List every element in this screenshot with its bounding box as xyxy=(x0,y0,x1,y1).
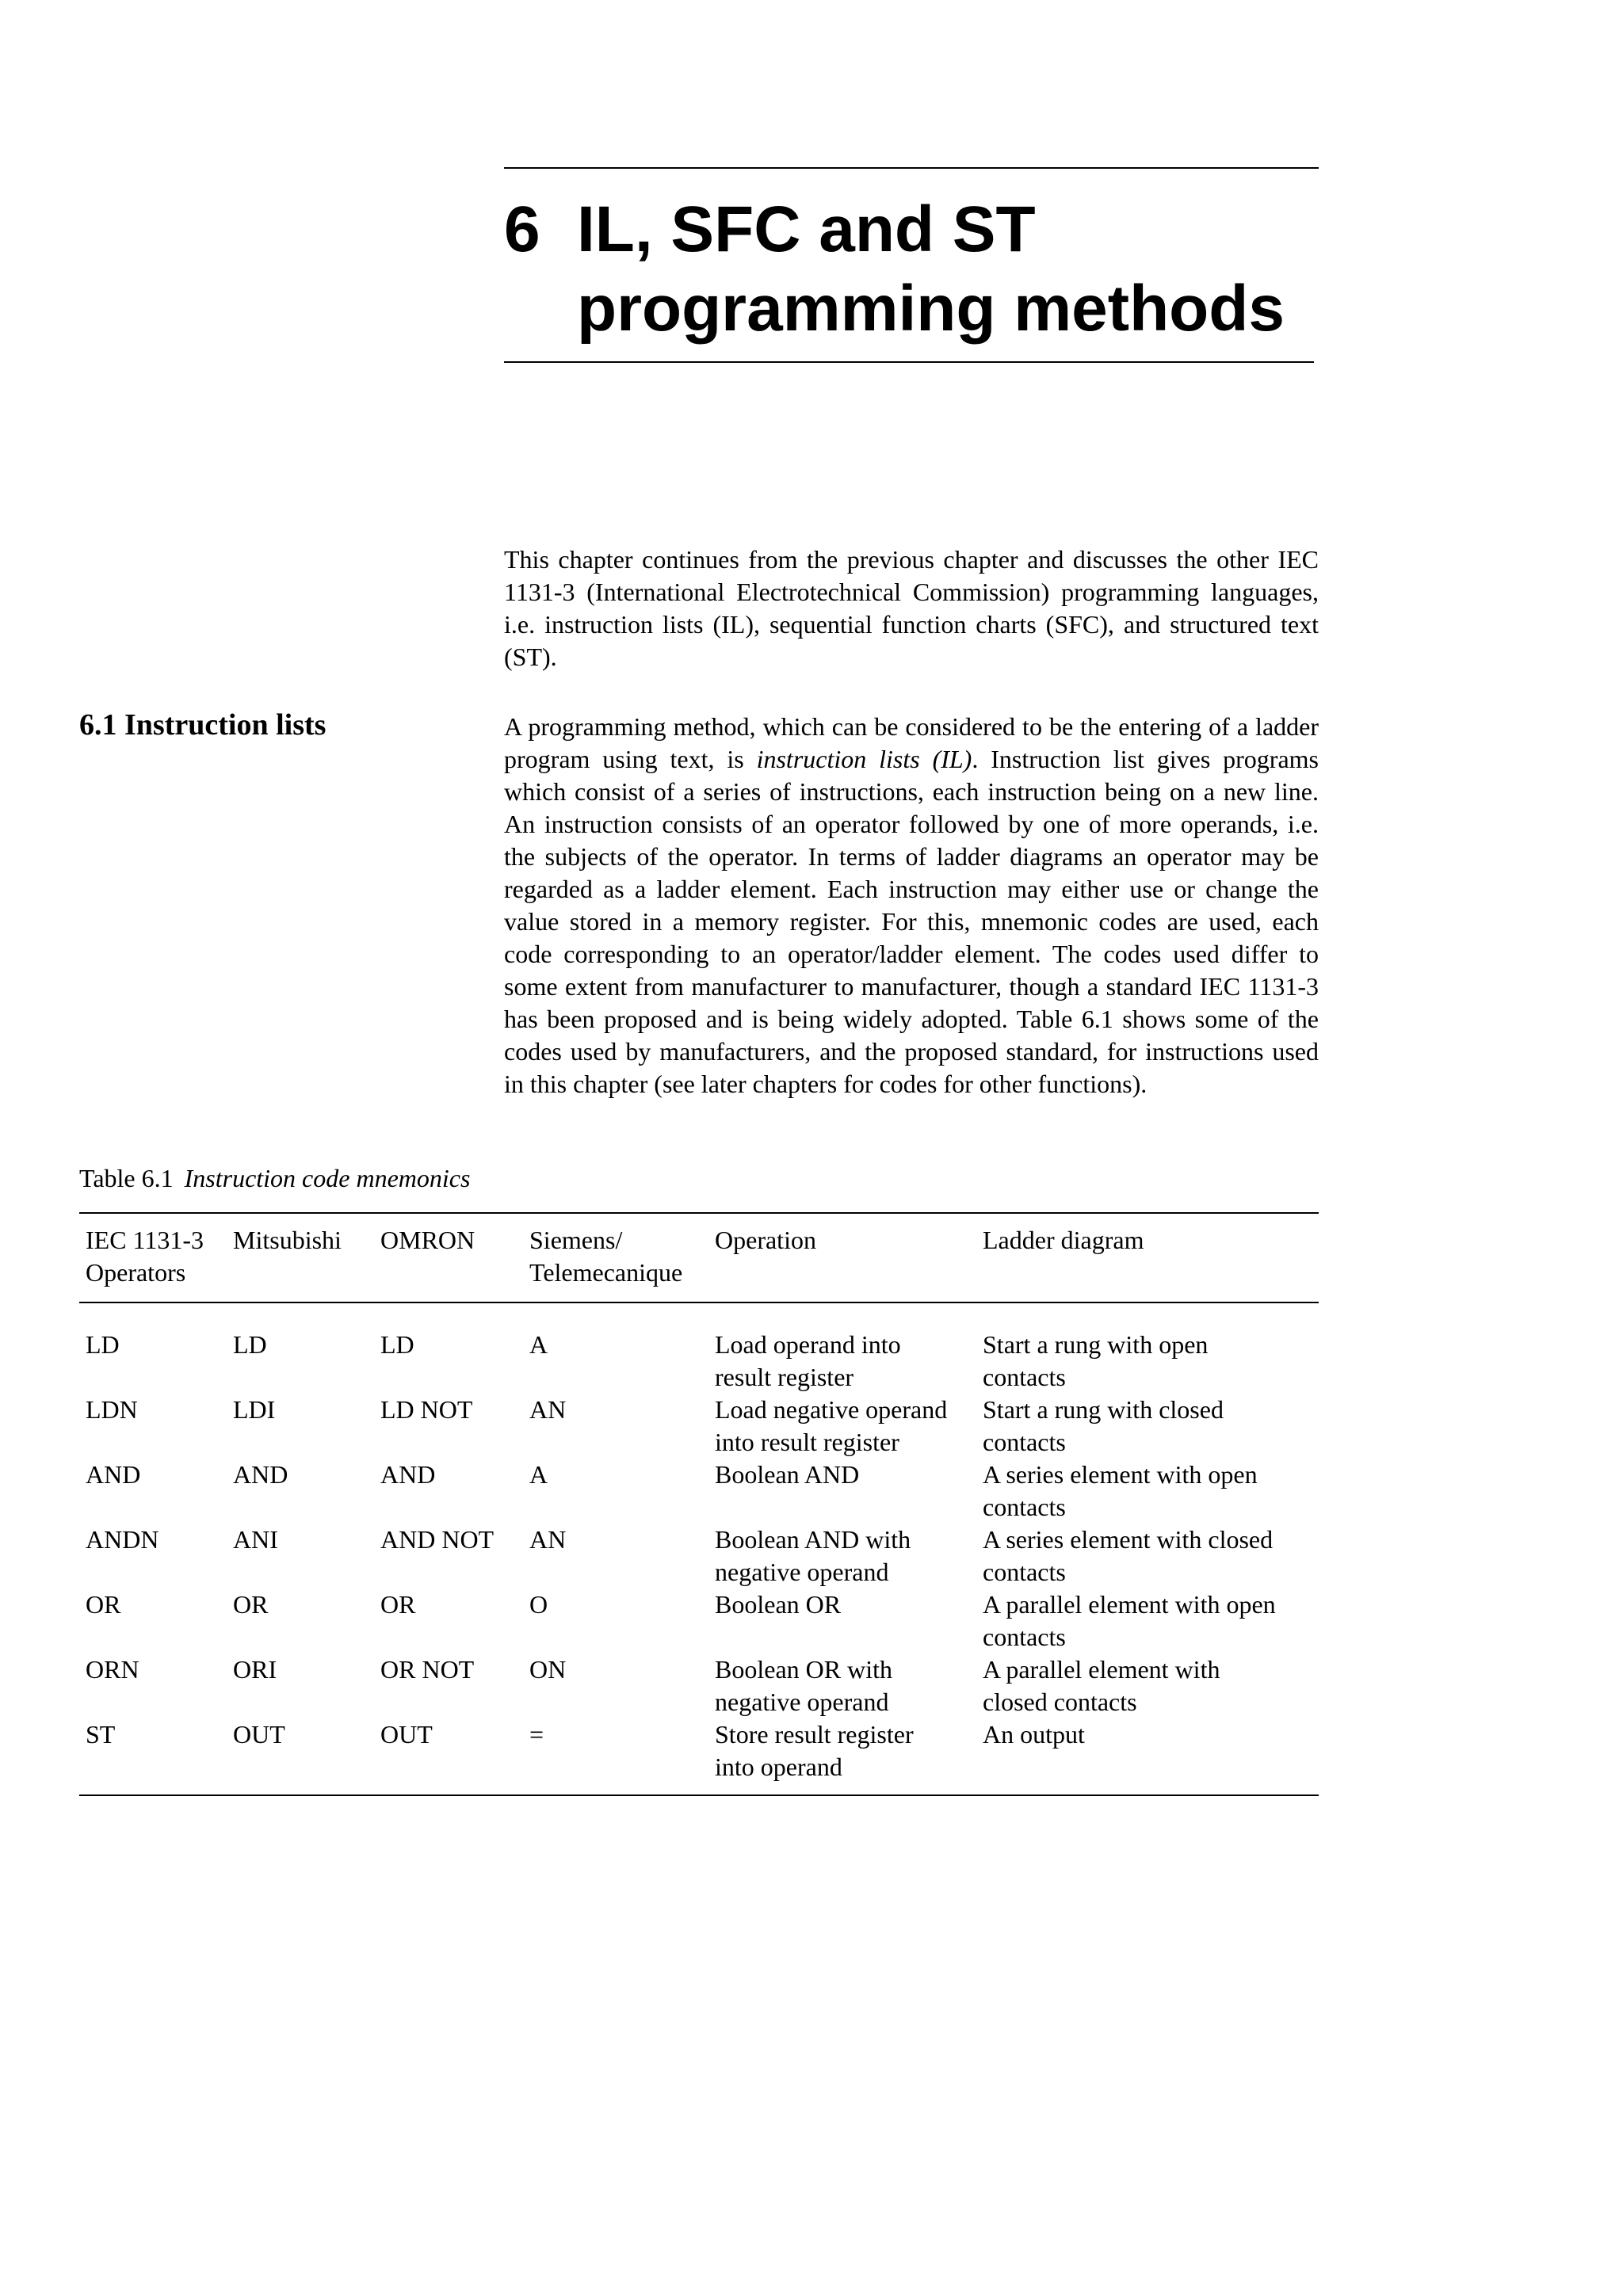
cell-iec: ORN xyxy=(86,1655,139,1684)
section-heading: 6.1 Instruction lists xyxy=(79,708,327,742)
section-paragraph-end: . Instruction list gives programs which consist of a series of instructions, each instruction being on a new line. An instruction consists of an operator followed by one of more operands, i.e. the subjects of the operator. In terms of ladder diagrams an operator may be regarded as a ladder element. Each instruction may either use or change the value stored in a memory register. For this, mnemonic codes are used, each code corresponding to an operator/ladder element. The codes used differ to some extent from manufacturer to manufacturer, though a standard IEC 1131-3 has been proposed and is being widely adopted. Table 6.1 shows some of the codes used by manufacturers, and the proposed standard, for instructions used in this chapter (see later chapters for codes for other functions). xyxy=(504,745,1319,1098)
cell-siemens: = xyxy=(523,1718,708,1795)
section-paragraph xyxy=(504,711,1319,1100)
cell-siemens: A xyxy=(529,1330,548,1359)
cell-ladder: Start a rung with closed contacts xyxy=(983,1395,1224,1456)
table-row xyxy=(79,1524,1319,1589)
cell-mitsubishi: AND xyxy=(233,1460,288,1489)
chapter-title-line1: IL, SFC and ST xyxy=(577,193,1036,265)
table-caption-title: Instruction code mnemonics xyxy=(184,1164,471,1192)
cell-mitsubishi: LDI xyxy=(233,1395,276,1424)
cell-operation: Store result register into operand xyxy=(708,1718,976,1795)
table-row xyxy=(79,1302,1319,1394)
header-omron: OMRON xyxy=(374,1213,523,1302)
table-caption xyxy=(79,1161,470,1195)
cell-operation: Boolean AND with negative operand xyxy=(715,1525,911,1586)
cell-siemens: AN xyxy=(529,1395,567,1424)
title-bottom-rule xyxy=(504,361,1314,363)
cell-iec: ANDN xyxy=(86,1525,159,1554)
section-paragraph-term: instruction lists (IL) xyxy=(756,745,972,773)
table-header-row xyxy=(79,1213,1319,1302)
chapter-title xyxy=(504,190,1285,349)
cell-mitsubishi: OUT xyxy=(227,1718,374,1795)
cell-omron: AND xyxy=(380,1460,436,1489)
cell-operation: Boolean OR xyxy=(715,1590,842,1619)
chapter-number: 6 xyxy=(504,193,540,265)
table-row xyxy=(79,1459,1319,1524)
cell-ladder: Start a rung with open contacts xyxy=(983,1330,1209,1391)
chapter-title-line2: programming methods xyxy=(577,273,1285,345)
cell-iec: LDN xyxy=(86,1395,138,1424)
cell-siemens: ON xyxy=(529,1655,567,1684)
cell-mitsubishi: ORI xyxy=(233,1655,277,1684)
cell-omron: OR NOT xyxy=(380,1655,475,1684)
cell-iec: AND xyxy=(86,1460,141,1489)
header-iec: IEC 1131-3 Operators xyxy=(79,1213,227,1302)
table-row xyxy=(79,1653,1319,1718)
header-operation: Operation xyxy=(708,1213,976,1302)
cell-mitsubishi: ANI xyxy=(233,1525,278,1554)
table-row xyxy=(79,1394,1319,1459)
cell-ladder: An output xyxy=(976,1718,1319,1795)
mnemonic-table xyxy=(79,1212,1319,1796)
cell-ladder: A parallel element with open contacts xyxy=(983,1590,1276,1651)
intro-paragraph: This chapter continues from the previous chapter and discusses the other IEC 1131-3 (International Electrotechnical Commission) programming languages, i.e. instruction lists (IL), sequential function charts (SFC), and structured text (ST). xyxy=(504,545,1319,671)
cell-ladder: A series element with open contacts xyxy=(983,1460,1258,1521)
header-ladder: Ladder diagram xyxy=(976,1213,1319,1302)
cell-mitsubishi: LD xyxy=(233,1330,267,1359)
cell-siemens: O xyxy=(529,1590,548,1619)
cell-mitsubishi: OR xyxy=(233,1590,269,1619)
title-top-rule xyxy=(504,167,1319,169)
cell-omron: OUT xyxy=(374,1718,523,1795)
cell-omron: LD NOT xyxy=(380,1395,473,1424)
cell-omron: OR xyxy=(380,1590,416,1619)
header-mitsubishi: Mitsubishi xyxy=(227,1213,374,1302)
cell-operation: Load negative operand into result register xyxy=(715,1395,948,1456)
table-row xyxy=(79,1718,1319,1795)
cell-iec: LD xyxy=(86,1330,120,1359)
cell-siemens: A xyxy=(529,1460,548,1489)
cell-operation: Boolean OR with negative operand xyxy=(715,1655,892,1716)
cell-ladder: A series element with closed contacts xyxy=(983,1525,1274,1586)
cell-omron: AND NOT xyxy=(380,1525,495,1554)
header-siemens: Siemens/ Telemecanique xyxy=(523,1213,708,1302)
cell-iec: OR xyxy=(86,1590,121,1619)
table-caption-label: Table 6.1 xyxy=(79,1164,174,1192)
cell-ladder: A parallel element with closed contacts xyxy=(983,1655,1220,1716)
cell-operation: Boolean AND xyxy=(715,1460,860,1489)
cell-operation: Load operand into result register xyxy=(715,1330,901,1391)
cell-siemens: AN xyxy=(529,1525,567,1554)
cell-iec: ST xyxy=(79,1718,227,1795)
table-row xyxy=(79,1589,1319,1653)
cell-omron: LD xyxy=(380,1330,414,1359)
section-paragraph-start: A programming method, which can be considered to be the entering of a ladder program using text, is xyxy=(504,712,1319,773)
